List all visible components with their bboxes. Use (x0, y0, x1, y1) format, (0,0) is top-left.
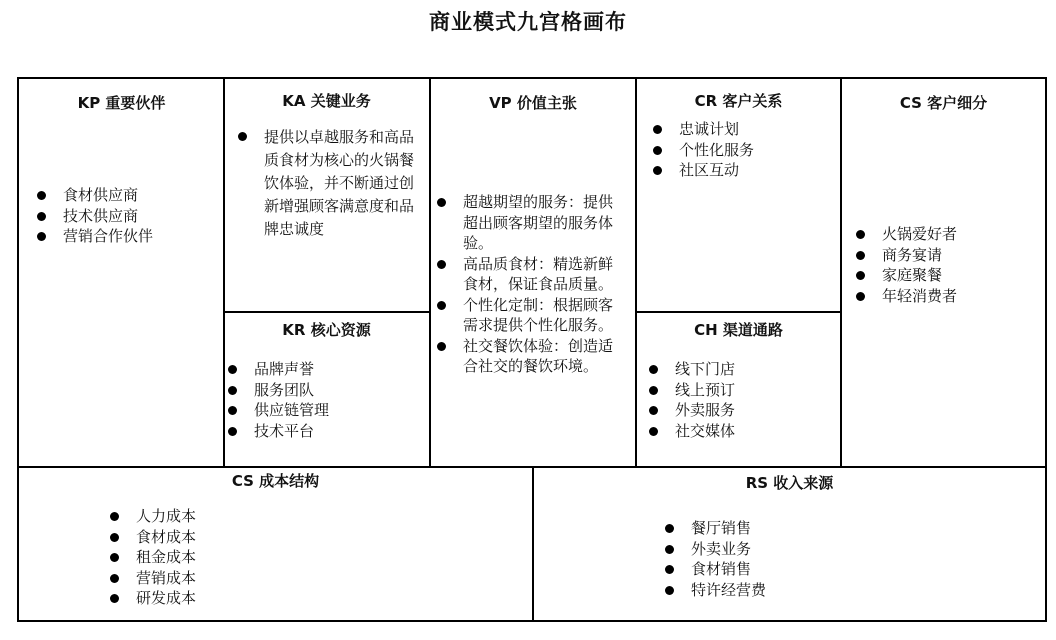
list-item: 社区互动 (653, 160, 833, 181)
list-item: 研发成本 (110, 588, 310, 609)
list-item: 食材销售 (665, 559, 865, 580)
list-item: 服务团队 (228, 380, 418, 401)
list-item: 高品质食材：精选新鲜食材，保证食品质量。 (437, 254, 625, 295)
cell-title: CS 客户细分 (899, 94, 988, 112)
cell-cost-structure (19, 468, 532, 622)
list-item: 营销成本 (110, 568, 310, 589)
cell-key-activities (224, 79, 429, 311)
cell-customer-segments (842, 79, 1045, 467)
list-item: 食材成本 (110, 527, 310, 548)
list-item: 品牌声誉 (228, 359, 418, 380)
list-item: 人力成本 (110, 506, 310, 527)
item-list (228, 359, 418, 441)
list-item: 线下门店 (649, 359, 829, 380)
list-item: 忠诚计划 (653, 119, 833, 140)
cell-channels (637, 313, 840, 467)
item-list (437, 192, 625, 377)
cell-title: KR 核心资源 (282, 321, 371, 339)
item-list (856, 224, 1036, 306)
cell-title: CH 渠道通路 (694, 321, 783, 339)
item-list (37, 185, 217, 247)
item-list (665, 518, 865, 600)
cell-value-propositions (431, 79, 635, 467)
cell-title: RS 收入来源 (745, 474, 834, 492)
cell-key-resources (224, 313, 429, 467)
list-item: 外卖业务 (665, 539, 865, 560)
list-item: 个性化定制：根据顾客需求提供个性化服务。 (437, 295, 625, 336)
list-item: 社交餐饮体验：创造适合社交的餐饮环境。 (437, 336, 625, 377)
list-item: 超越期望的服务：提供超出顾客期望的服务体验。 (437, 192, 625, 254)
list-item: 餐厅销售 (665, 518, 865, 539)
list-item: 线上预订 (649, 380, 829, 401)
cell-key-partners (19, 79, 224, 467)
list-item: 家庭聚餐 (856, 265, 1036, 286)
business-model-canvas (17, 77, 1047, 622)
list-item: 供应链管理 (228, 400, 418, 421)
item-list (649, 359, 829, 441)
list-item: 特许经营费 (665, 580, 865, 601)
cell-title: CR 客户关系 (694, 92, 783, 110)
list-item: 外卖服务 (649, 400, 829, 421)
list-item: 社交媒体 (649, 421, 829, 442)
cell-title: CS 成本结构 (231, 472, 320, 490)
list-item: 商务宴请 (856, 245, 1036, 266)
item-list (238, 126, 424, 241)
item-list (653, 119, 833, 181)
list-item: 技术平台 (228, 421, 418, 442)
list-item: 个性化服务 (653, 140, 833, 161)
list-item: 提供以卓越服务和高品质食材为核心的火锅餐饮体验，并不断通过创新增强顾客满意度和品牌忠诚度 (238, 126, 424, 241)
cell-revenue-streams (534, 468, 1045, 622)
list-item: 年轻消费者 (856, 286, 1036, 307)
cell-title: VP 价值主张 (489, 94, 577, 112)
cell-customer-relationships (637, 79, 840, 311)
list-item: 技术供应商 (37, 206, 217, 227)
list-item: 营销合作伙伴 (37, 226, 217, 247)
canvas-title: 商业模式九宫格画布 (429, 10, 627, 34)
list-item: 租金成本 (110, 547, 310, 568)
list-item: 食材供应商 (37, 185, 217, 206)
cell-title: KA 关键业务 (282, 92, 371, 110)
cell-title: KP 重要伙伴 (77, 94, 166, 112)
list-item: 火锅爱好者 (856, 224, 1036, 245)
item-list (110, 506, 310, 609)
